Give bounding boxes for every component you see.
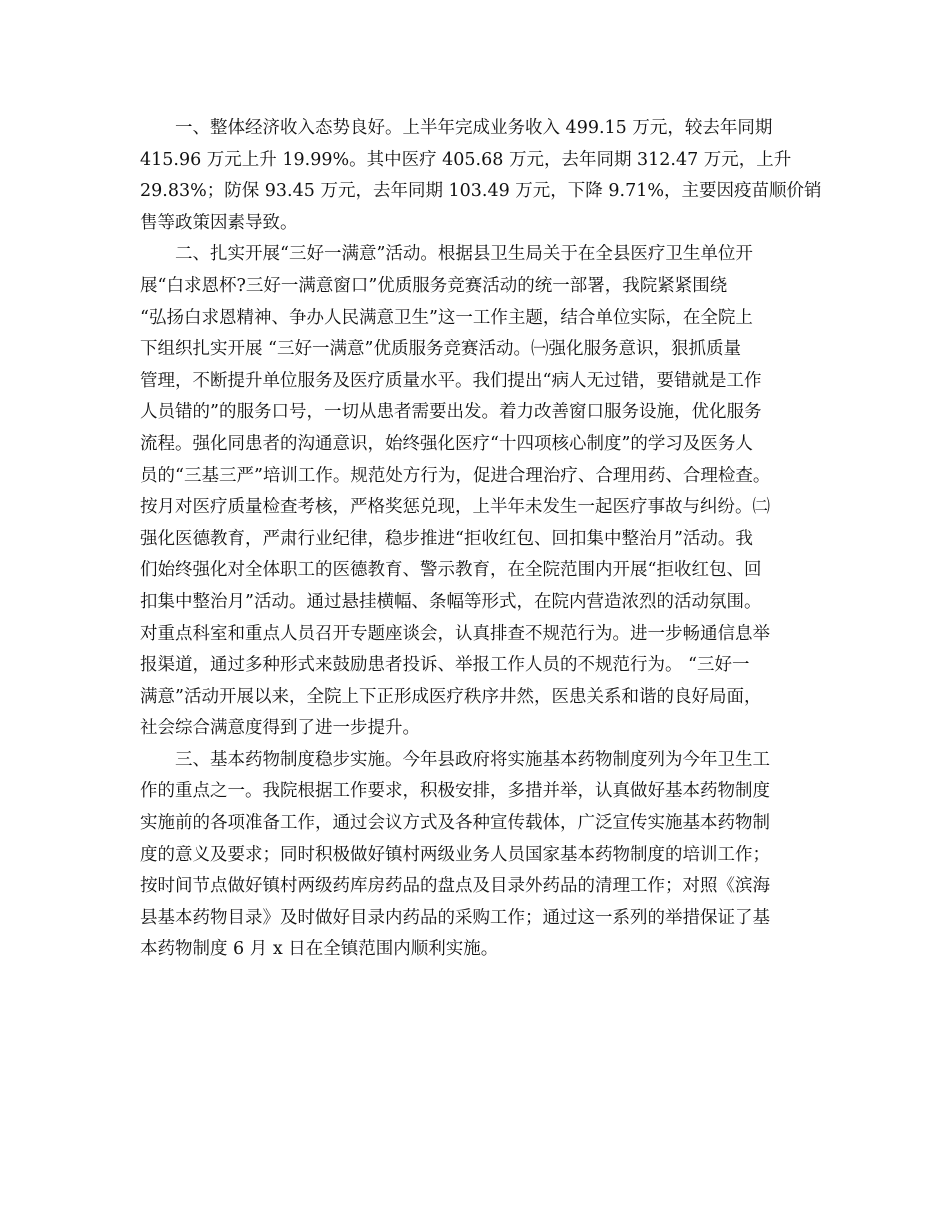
paragraph-three-good-activity: [140, 239, 820, 745]
text-line: 按时间节点做好镇村两级药库房药品的盘点及目录外药品的清理工作；对照《滨海: [140, 876, 770, 897]
text-line: 员的“三基三严”培训工作。规范处方行为，促进合理治疗、合理用药、合理检查。: [140, 465, 771, 486]
text-line: 415.96 万元上升 19.99%。其中医疗 405.68 万元，去年同期 312.47 万元，上升: [140, 149, 792, 170]
text-line: 县基本药物目录》及时做好目录内药品的采购工作；通过这一系列的举措保证了基: [140, 907, 770, 928]
text-line: 度的意义及要求；同时积极做好镇村两级业务人员国家基本药物制度的培训工作；: [140, 844, 770, 865]
paragraph-essential-drugs: [140, 745, 820, 966]
text-line: 对重点科室和重点人员召开专题座谈会，认真排查不规范行为。进一步畅通信息举: [140, 623, 770, 644]
paragraph-economic-income: [140, 113, 820, 239]
text-line: 报渠道，通过多种形式来鼓励患者投诉、举报工作人员的不规范行为。 “三好一: [140, 655, 750, 676]
text-line: 二、扎实开展“三好一满意”活动。根据县卫生局关于在全县医疗卫生单位开: [175, 244, 753, 265]
text-line: 人员错的”的服务口号，一切从患者需要出发。着力改善窗口服务设施，优化服务: [140, 402, 762, 423]
text-line: 扣集中整治月”活动。通过悬挂横幅、条幅等形式，在院内营造浓烈的活动氛围。: [140, 591, 762, 612]
text-line: 们始终强化对全体职工的医德教育、警示教育，在全院范围内开展“拒收红包、回: [140, 560, 762, 581]
text-line: 展“白求恩杯?三好一满意窗口”优质服务竞赛活动的统一部署，我院紧紧围绕: [140, 275, 728, 296]
text-line: “弘扬白求恩精神、争办人民满意卫生”这一工作主题，结合单位实际，在全院上: [140, 307, 753, 328]
text-line: 29.83%；防保 93.45 万元，去年同期 103.49 万元，下降 9.71%，主要因疫苗顺价销: [140, 181, 822, 202]
text-line: 一、整体经济收入态势良好。上半年完成业务收入 499.15 万元，较去年同期: [175, 118, 773, 138]
document-body: [140, 113, 820, 966]
text-line: 作的重点之一。我院根据工作要求，积极安排，多措并举，认真做好基本药物制度: [140, 781, 770, 802]
text-line: 按月对医疗质量检查考核，严格奖惩兑现，上半年未发生一起医疗事故与纠纷。㈡: [140, 497, 770, 518]
text-line: 管理，不断提升单位服务及医疗质量水平。我们提出“病人无过错，要错就是工作: [140, 370, 762, 391]
text-line: 强化医德教育，严肃行业纪律，稳步推进“拒收红包、回扣集中整治月”活动。我: [140, 528, 753, 549]
text-line: 实施前的各项准备工作，通过会议方式及各种宣传载体，广泛宣传实施基本药物制: [140, 813, 770, 834]
text-line: 售等政策因素导致。: [140, 212, 298, 233]
text-line: 社会综合满意度得到了进一步提升。: [140, 718, 420, 739]
text-line: 本药物制度 6 月 x 日在全镇范围内顺利实施。: [140, 939, 499, 960]
text-line: 下组织扎实开展 “三好一满意”优质服务竞赛活动。㈠强化服务意识，狠抓质量: [140, 339, 741, 360]
text-line: 流程。强化同患者的沟通意识，始终强化医疗“十四项核心制度”的学习及医务人: [140, 433, 753, 454]
text-line: 三、基本药物制度稳步实施。今年县政府将实施基本药物制度列为今年卫生工: [175, 749, 770, 770]
text-line: 满意”活动开展以来，全院上下正形成医疗秩序井然，医患关系和谐的良好局面，: [140, 686, 762, 707]
